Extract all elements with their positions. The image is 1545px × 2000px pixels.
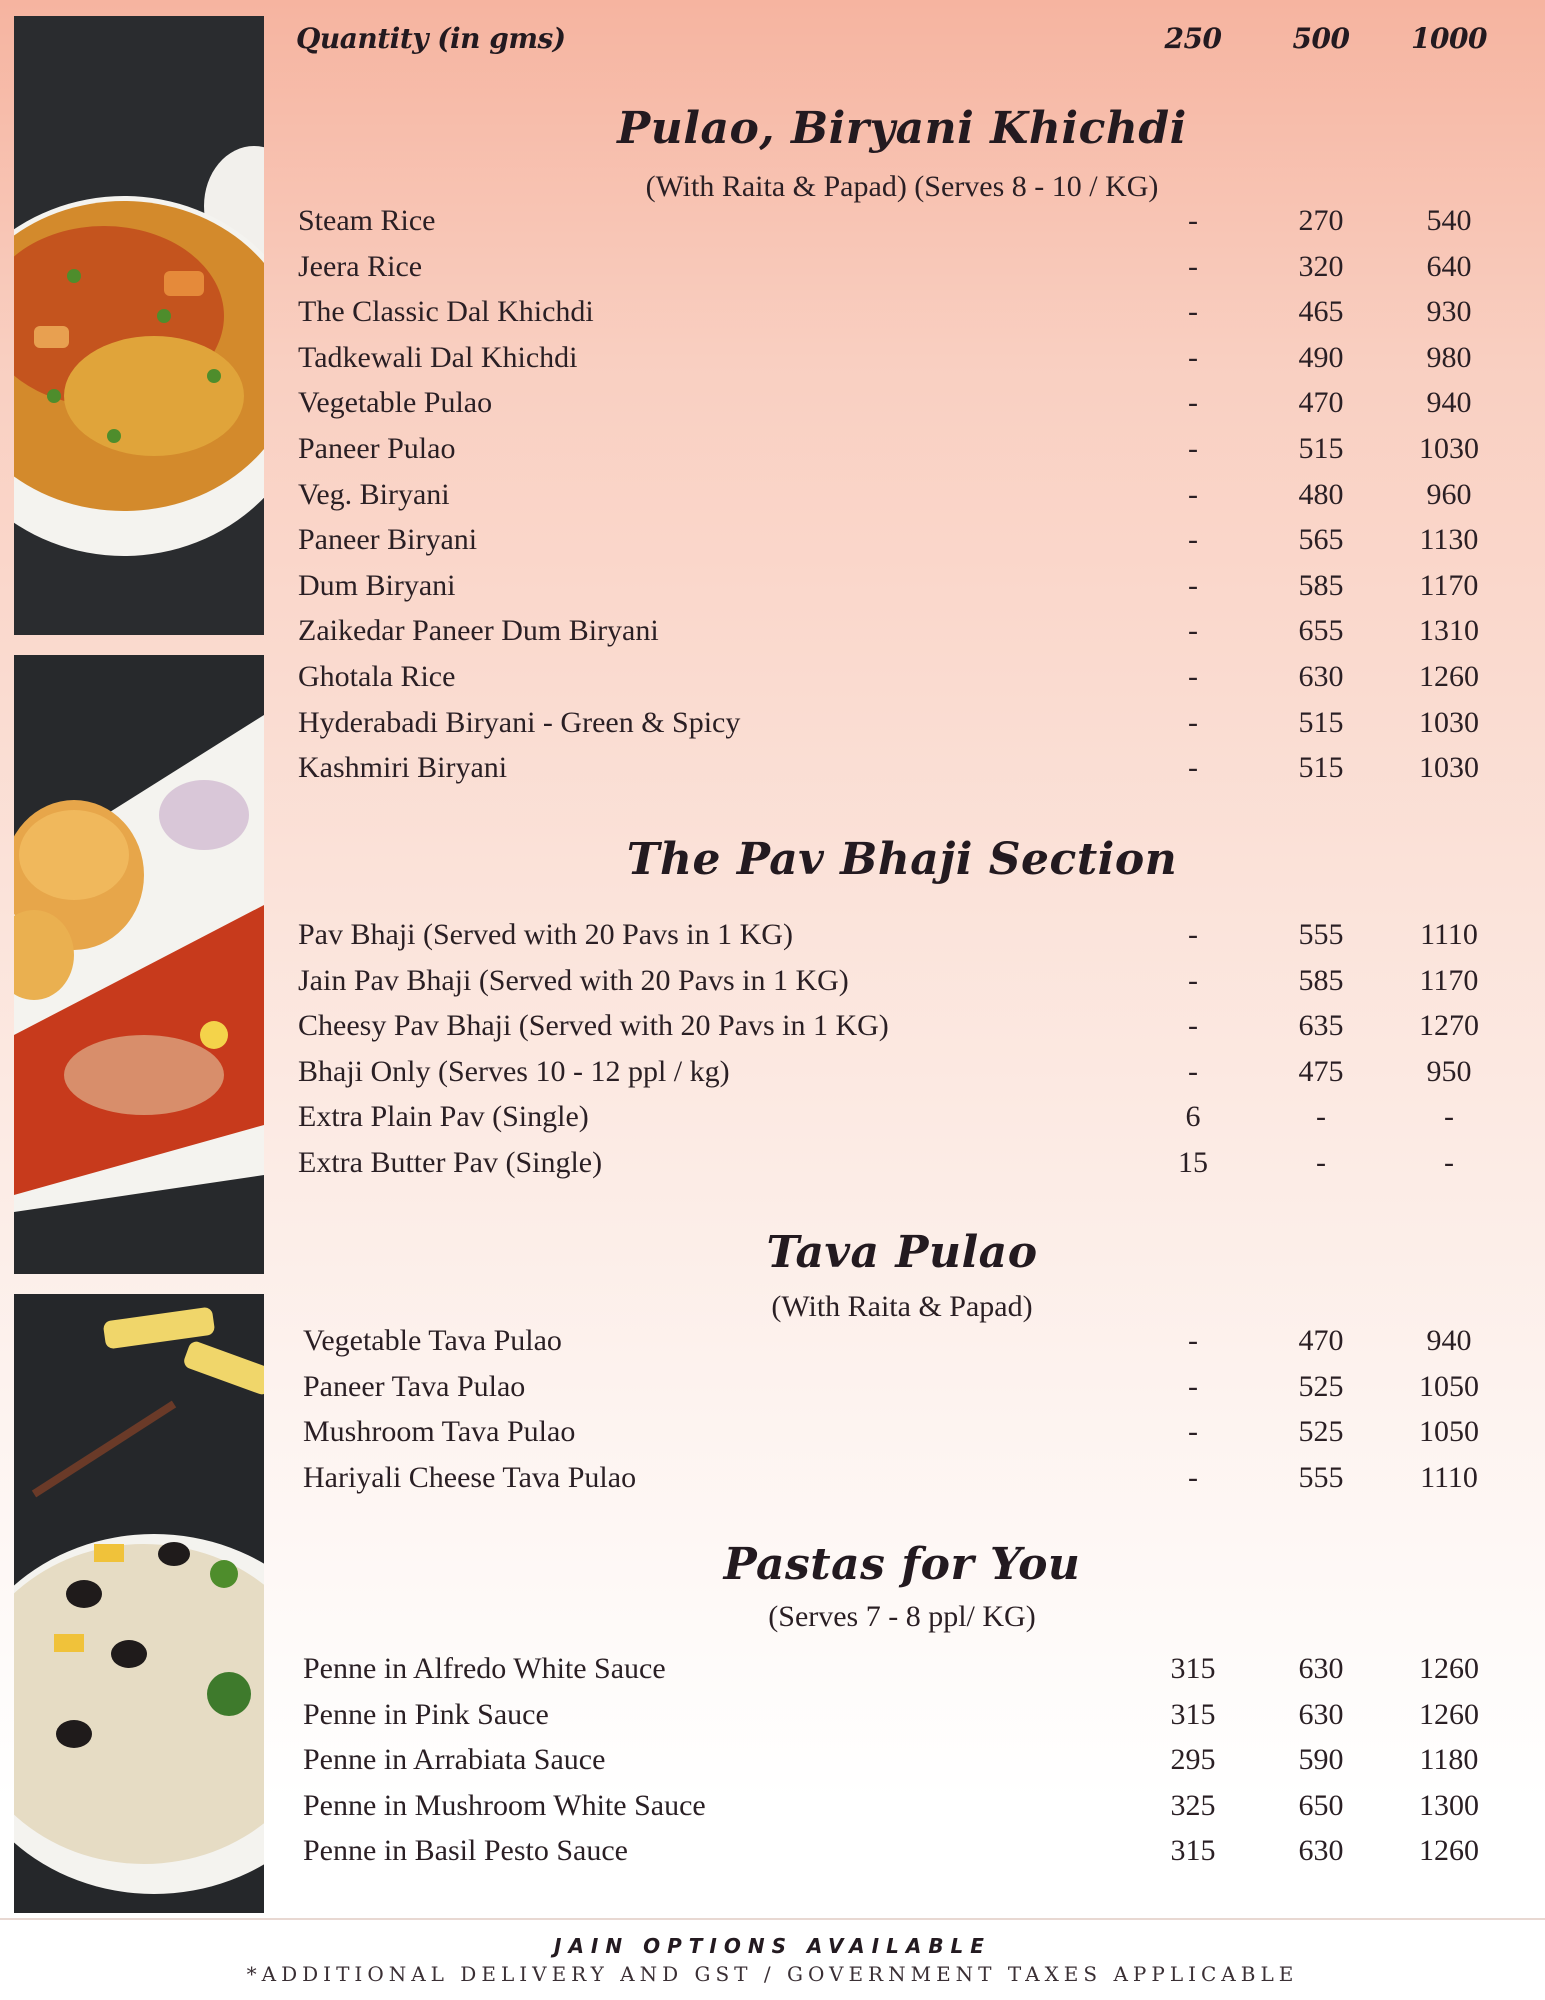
price-250: 315	[1170, 1834, 1216, 1868]
quantity-label: Quantity (in gms)	[296, 22, 566, 55]
section-title: The Pav Bhaji Section	[626, 834, 1178, 885]
price-1000: 1130	[1419, 523, 1479, 557]
price-500: 635	[1298, 1009, 1344, 1043]
menu-item-row	[296, 1146, 1496, 1192]
price-250: 15	[1178, 1145, 1208, 1179]
item-name: Paneer Tava Pulao	[303, 1369, 526, 1403]
menu-item-row	[296, 250, 1496, 296]
menu-item-row	[296, 614, 1496, 660]
price-1000: 1260	[1419, 1697, 1479, 1731]
price-500: 630	[1298, 1652, 1344, 1685]
menu-item-row	[296, 706, 1496, 752]
item-name: Ghotala Rice	[298, 659, 456, 693]
price-500: 480	[1298, 477, 1344, 511]
section-title: Tava Pulao	[766, 1227, 1038, 1278]
price-1000: 1050	[1419, 1369, 1479, 1403]
taxes-note: *ADDITIONAL DELIVERY AND GST / GOVERNMENT TAXES APPLICABLE	[246, 1962, 1299, 1986]
price-500: 630	[1298, 659, 1344, 693]
price-1000: 1300	[1419, 1788, 1479, 1822]
price-250: -	[1188, 963, 1198, 997]
menu-item-row	[296, 1834, 1496, 1880]
price-250: -	[1188, 918, 1198, 951]
price-500: 565	[1298, 523, 1344, 557]
price-250: -	[1188, 751, 1198, 785]
item-name: Pav Bhaji (Served with 20 Pavs in 1 KG)	[298, 918, 793, 951]
price-500: -	[1316, 1100, 1326, 1134]
price-1000: 1260	[1419, 1834, 1479, 1868]
price-500: 465	[1298, 295, 1344, 329]
price-500: 555	[1298, 1460, 1344, 1494]
price-1000: 940	[1426, 1324, 1472, 1357]
section-items	[296, 1324, 1496, 1506]
price-250: 325	[1170, 1788, 1216, 1822]
item-name: Mushroom Tava Pulao	[303, 1415, 576, 1449]
price-1000: 980	[1426, 340, 1472, 374]
item-name: Penne in Arrabiata Sauce	[303, 1743, 606, 1777]
section-title: Pulao, Biryani Khichdi	[617, 103, 1187, 154]
price-250: -	[1188, 1054, 1198, 1088]
menu-item-row	[296, 341, 1496, 387]
price-500: 475	[1298, 1054, 1344, 1088]
price-500: 525	[1298, 1369, 1344, 1403]
price-250: -	[1188, 568, 1198, 602]
price-250: -	[1188, 705, 1198, 739]
price-250: -	[1188, 204, 1198, 237]
price-500: 515	[1298, 431, 1344, 465]
price-500: 515	[1298, 705, 1344, 739]
item-name: Tadkewali Dal Khichdi	[298, 340, 578, 374]
price-1000: 540	[1426, 204, 1472, 237]
price-1000: 1110	[1420, 1460, 1478, 1494]
menu-item-row	[296, 204, 1496, 250]
item-name: Extra Butter Pav (Single)	[298, 1145, 603, 1179]
price-250: -	[1188, 1324, 1198, 1357]
item-name: Penne in Basil Pesto Sauce	[303, 1834, 628, 1868]
price-500: 470	[1298, 1324, 1344, 1357]
price-250: -	[1188, 477, 1198, 511]
price-250: -	[1188, 295, 1198, 329]
price-500: 590	[1298, 1743, 1344, 1777]
pav-bhaji-plate-photo	[14, 655, 264, 1274]
price-500: -	[1316, 1145, 1326, 1179]
price-500: 515	[1298, 751, 1344, 785]
price-500: 320	[1298, 249, 1344, 283]
biryani-bowl-photo	[14, 16, 264, 635]
white-sauce-pasta-photo	[14, 1294, 264, 1913]
price-1000: 1180	[1419, 1743, 1479, 1777]
price-1000: 1030	[1419, 751, 1479, 785]
price-250: -	[1188, 614, 1198, 648]
menu-item-row	[296, 1789, 1496, 1835]
price-250: -	[1188, 1460, 1198, 1494]
menu-item-row	[296, 432, 1496, 478]
price-1000: 930	[1426, 295, 1472, 329]
item-name: Veg. Biryani	[298, 477, 450, 511]
section-subtitle: (With Raita & Papad)	[771, 1290, 1033, 1323]
price-250: -	[1188, 523, 1198, 557]
price-250: 6	[1185, 1100, 1201, 1134]
jain-options-note: JAIN OPTIONS AVAILABLE	[554, 1934, 991, 1958]
price-250: 295	[1170, 1743, 1216, 1777]
price-1000: 1170	[1419, 963, 1479, 997]
item-name: Jeera Rice	[298, 249, 423, 283]
price-1000: 1050	[1419, 1415, 1479, 1449]
price-1000: -	[1444, 1145, 1454, 1179]
price-500: 630	[1298, 1697, 1344, 1731]
item-name: Steam Rice	[298, 204, 436, 237]
section-items	[296, 918, 1496, 1192]
menu-item-row	[296, 478, 1496, 524]
footer-divider	[0, 1918, 1545, 1920]
item-name: Penne in Mushroom White Sauce	[303, 1788, 706, 1822]
price-250: 315	[1170, 1697, 1216, 1731]
item-name: Hyderabadi Biryani - Green & Spicy	[298, 705, 741, 739]
price-1000: 1270	[1419, 1009, 1479, 1043]
menu-item-row	[296, 1009, 1496, 1055]
menu-item-row	[296, 1415, 1496, 1461]
price-1000: 950	[1426, 1054, 1472, 1088]
section-items	[296, 204, 1496, 797]
price-1000: 1310	[1419, 614, 1479, 648]
price-1000: 1110	[1420, 918, 1478, 951]
item-name: Paneer Biryani	[298, 523, 478, 557]
item-name: Bhaji Only (Serves 10 - 12 ppl / kg)	[298, 1054, 730, 1088]
price-1000: 1030	[1419, 705, 1479, 739]
item-name: Zaikedar Paneer Dum Biryani	[298, 614, 659, 648]
section-subtitle: (Serves 7 - 8 ppl/ KG)	[768, 1600, 1036, 1633]
price-250: -	[1188, 386, 1198, 420]
item-name: Jain Pav Bhaji (Served with 20 Pavs in 1 KG)	[298, 963, 849, 997]
price-250: -	[1188, 340, 1198, 374]
price-500: 630	[1298, 1834, 1344, 1868]
section-subtitle: (With Raita & Papad) (Serves 8 - 10 / KG)	[645, 170, 1159, 203]
item-name: Kashmiri Biryani	[298, 751, 508, 785]
menu-item-row	[296, 1324, 1496, 1370]
menu-item-row	[296, 1652, 1496, 1698]
menu-item-row	[296, 1370, 1496, 1416]
menu-item-row	[296, 1698, 1496, 1744]
menu-item-row	[296, 964, 1496, 1010]
price-250: -	[1188, 1009, 1198, 1043]
column-250-header: 250	[1164, 22, 1222, 55]
price-500: 470	[1298, 386, 1344, 420]
price-500: 585	[1298, 568, 1344, 602]
price-1000: -	[1444, 1100, 1454, 1134]
item-name: Cheesy Pav Bhaji (Served with 20 Pavs in 1 KG)	[298, 1009, 889, 1043]
price-1000: 940	[1426, 386, 1472, 420]
item-name: Dum Biryani	[298, 568, 456, 602]
menu-item-row	[296, 1743, 1496, 1789]
menu-item-row	[296, 660, 1496, 706]
price-500: 525	[1298, 1415, 1344, 1449]
item-name: Vegetable Tava Pulao	[303, 1324, 562, 1357]
price-250: -	[1188, 431, 1198, 465]
item-name: Vegetable Pulao	[298, 386, 493, 420]
price-500: 270	[1298, 204, 1344, 237]
menu-item-row	[296, 569, 1496, 615]
item-name: Extra Plain Pav (Single)	[298, 1100, 589, 1134]
price-500: 490	[1298, 340, 1344, 374]
menu-item-row	[296, 1461, 1496, 1507]
menu-item-row	[296, 1055, 1496, 1101]
item-name: Penne in Pink Sauce	[303, 1697, 549, 1731]
menu-item-row	[296, 295, 1496, 341]
menu-item-row	[296, 918, 1496, 964]
column-1000-header: 1000	[1411, 22, 1487, 55]
column-500-header: 500	[1292, 22, 1350, 55]
price-1000: 960	[1426, 477, 1472, 511]
price-250: -	[1188, 249, 1198, 283]
section-title: Pastas for You	[723, 1539, 1081, 1590]
menu-content	[296, 0, 1496, 1910]
menu-item-row	[296, 386, 1496, 432]
section-items	[296, 1652, 1496, 1880]
price-500: 650	[1298, 1788, 1344, 1822]
price-250: -	[1188, 659, 1198, 693]
menu-item-row	[296, 751, 1496, 797]
item-name: Penne in Alfredo White Sauce	[303, 1652, 666, 1685]
price-1000: 640	[1426, 249, 1472, 283]
price-250: -	[1188, 1415, 1198, 1449]
price-250: 315	[1170, 1652, 1216, 1685]
item-name: Paneer Pulao	[298, 431, 456, 465]
item-name: The Classic Dal Khichdi	[298, 295, 594, 329]
price-250: -	[1188, 1369, 1198, 1403]
menu-item-row	[296, 523, 1496, 569]
price-500: 655	[1298, 614, 1344, 648]
item-name: Hariyali Cheese Tava Pulao	[303, 1460, 637, 1494]
price-1000: 1030	[1419, 431, 1479, 465]
price-1000: 1170	[1419, 568, 1479, 602]
price-500: 555	[1298, 918, 1344, 951]
price-1000: 1260	[1419, 659, 1479, 693]
price-1000: 1260	[1419, 1652, 1479, 1685]
price-500: 585	[1298, 963, 1344, 997]
menu-item-row	[296, 1100, 1496, 1146]
